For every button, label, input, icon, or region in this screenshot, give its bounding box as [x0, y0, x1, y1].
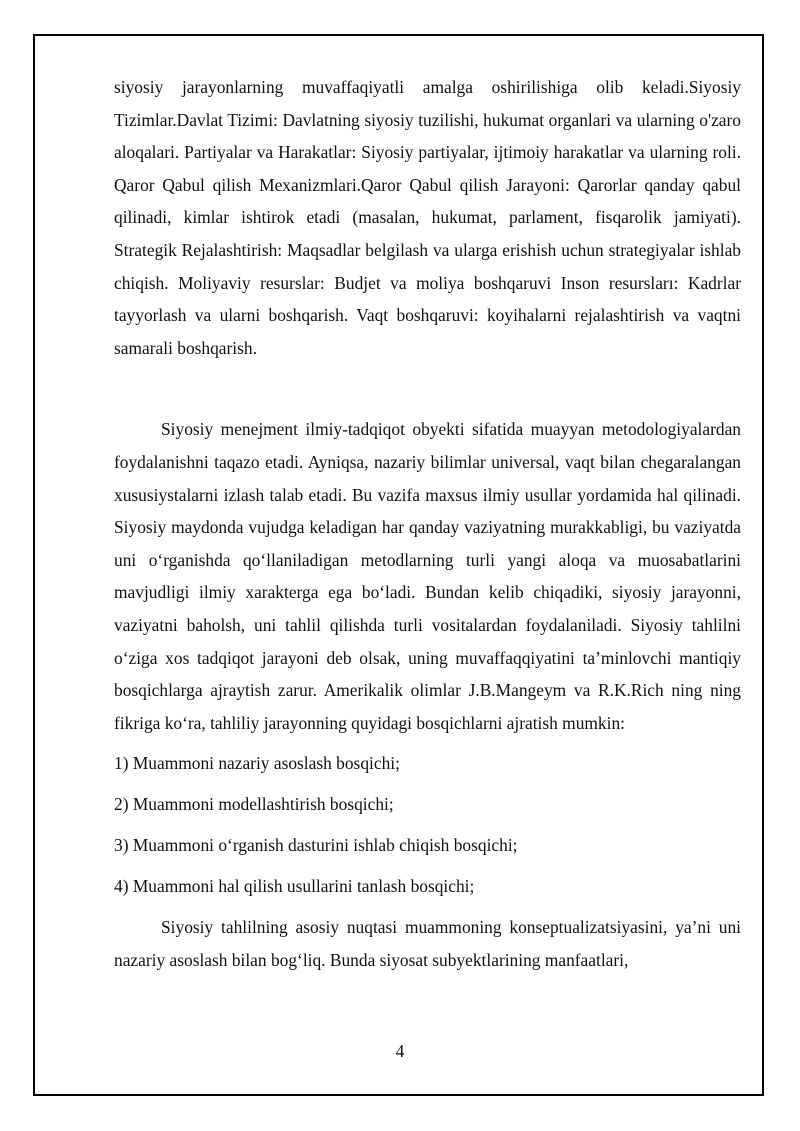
paragraph-conceptualization: Siyosiy tahlilning asosiy nuqtasi muammoning konseptualizatsiyasini, ya’ni uni nazariy asoslash bilan bog‘liq. Bunda siyosat subyektlarining manfaatlari,: [114, 917, 741, 970]
page-number: 4: [395, 1041, 405, 1061]
paragraph-methodology: Siyosiy menejment ilmiy-tadqiqot obyekti sifatida muayyan metodologiyalardan foydalanishni taqazo etadi. Ayniqsa, nazariy bilimlar universal, vaqt bilan chegaralangan xususiystalarni izlash talab etadi. Bu vazifa maxsus ilmiy usullar yordamida hal qilinadi. Siyosiy maydonda vujudga keladigan har qanday vaziyatning murakkabligi, bu vaziyatda uni o‘rganishda qo‘llaniladigan metodlarning turli yangi aloqa va muosabatlarini mavjudligi ilmiy xarakterga ega bo‘ladi. Bundan kelib chiqadiki, siyosiy jarayonni, vaziyatni baholsh, uni tahlil qilishda turli vositalardan foydalaniladi. Siyosiy tahlilni o‘ziga xos tadqiqot jarayoni deb olsak, uning muvaffaqqiyatini ta’minlovchi mantiqiy bosqichlarga ajraytish zarur. Amerikalik olimlar J.B.Mangeym va R.K.Rich ning ning fikriga ko‘ra, tahliliy jarayonning quyidagi bosqichlarni ajratish mumkin:: [114, 419, 741, 733]
paragraph-intro: siyosiy jarayonlarning muvaffaqiyatli amalga oshirilishiga olib keladi.Siyosiy Tizimlar.Davlat Tizimi: Davlatning siyosiy tuzilishi, hukumat organlari va ularning o'zaro aloqalari. Partiyalar va Harakatlar: Siyosiy partiyalar, ijtimoiy harakatlar va ularning roli. Qaror Qabul qilish Mexanizmlari.Qaror Qabul qilish Jarayoni: Qarorlar qanday qabul qilinadi, kimlar ishtirok etadi (masalan, hukumat, parlament, fisqarolik jamiyati). Strategik Rejalashtirish: Maqsadlar belgilash va ularga erishish uchun strategiyalar ishlab chiqish. Moliyaviy resurslar: Budjet va moliya boshqaruvi Inson resursları: Kadrlar tayyorlash va ularni boshqarish. Vaqt boshqaruvi: koyihalarni rejalashtirish va vaqtni samarali boshqarish.: [114, 77, 741, 358]
paragraph-spacer: [114, 364, 741, 413]
list-item: 3) Muammoni o‘rganish dasturini ishlab chiqish bosqichi;: [114, 835, 518, 856]
list-item: 4) Muammoni hal qilish usullarini tanlash bosqichi;: [114, 876, 475, 897]
list-item: 2) Muammoni modellashtirish bosqichi;: [114, 794, 394, 815]
document-body: [114, 71, 741, 976]
stages-list: [114, 747, 741, 903]
list-item: 1) Muammoni nazariy asoslash bosqichi;: [114, 753, 400, 774]
